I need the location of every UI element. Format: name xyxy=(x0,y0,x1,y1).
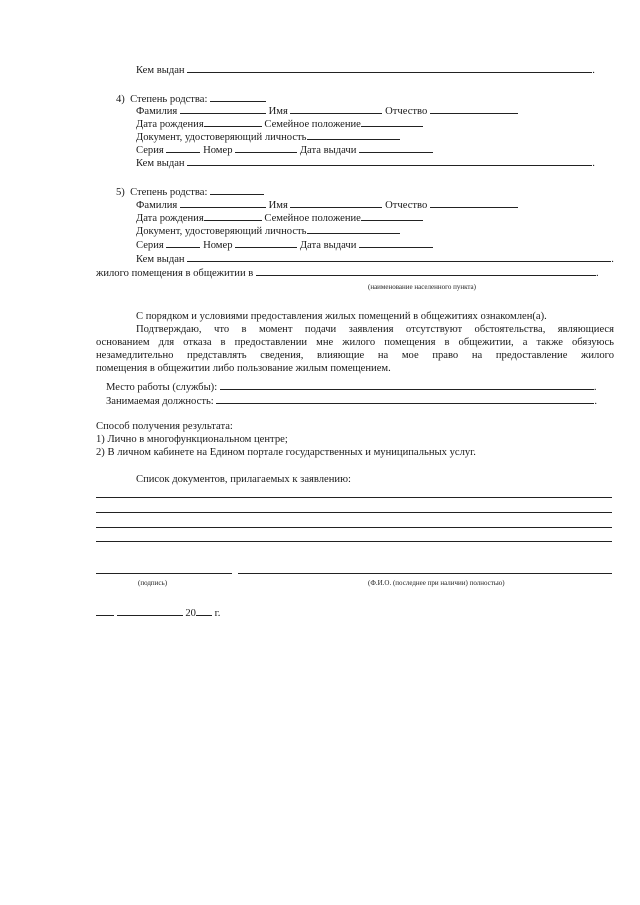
patronymic-field[interactable] xyxy=(430,104,518,114)
relative-series-row: Серия Номер Дата выдачи xyxy=(136,143,433,157)
confirm-line-1: Подтверждаю, что в момент подачи заявления отсутствуют обстоятельства, являющиеся xyxy=(136,324,614,335)
surname-field[interactable] xyxy=(180,104,266,114)
acquainted-text: С порядком и условиями предоставления жилых помещений в общежитиях ознакомлен(а). xyxy=(136,311,547,322)
degree-field[interactable] xyxy=(210,92,266,102)
receipt-option-2[interactable]: 2) В личном кабинете на Едином портале государственных и муниципальных услуг. xyxy=(96,447,476,458)
receipt-method-label: Способ получения результата: xyxy=(96,421,233,432)
issued-by-row-top: Кем выдан . xyxy=(136,65,595,76)
confirm-line-3: незамедлительно представлять сведения, влияющие на мое право на предоставление жилого xyxy=(96,350,614,361)
receipt-option-1[interactable]: 1) Лично в многофункциональном центре; xyxy=(96,434,288,445)
marital-status-field[interactable] xyxy=(361,211,423,221)
marital-status-field[interactable] xyxy=(361,117,423,127)
settlement-field[interactable] xyxy=(256,266,596,276)
date-month-field[interactable] xyxy=(117,606,183,616)
surname-field[interactable] xyxy=(180,198,266,208)
relative-birth-row: Дата рождения Семейное положение xyxy=(136,211,423,225)
position-field[interactable] xyxy=(216,394,594,404)
relative-birth-row: Дата рождения Семейное положение xyxy=(136,117,423,131)
relative-degree-row: 5) Степень родства: xyxy=(116,185,264,199)
relative-issued-by-row: Кем выдан . xyxy=(136,158,595,169)
signature-line[interactable] xyxy=(96,573,232,574)
relative-id-row: Документ, удостоверяющий личность xyxy=(136,224,400,238)
birth-date-field[interactable] xyxy=(204,117,262,127)
relative-id-row: Документ, удостоверяющий личность xyxy=(136,130,400,144)
documents-list-label: Список документов, прилагаемых к заявлению: xyxy=(136,474,351,485)
confirm-line-2: основанием для отказа в предоставлении мне жилого помещения в общежитии, а также обязуюсь xyxy=(96,337,614,348)
documents-list-line[interactable] xyxy=(96,527,612,528)
id-document-field[interactable] xyxy=(307,130,400,140)
series-field[interactable] xyxy=(166,238,200,248)
date-year-field[interactable] xyxy=(196,606,212,616)
number-field[interactable] xyxy=(235,238,297,248)
date-row: 20 г. xyxy=(96,606,220,620)
degree-field[interactable] xyxy=(210,185,264,195)
id-document-field[interactable] xyxy=(307,224,400,234)
workplace-field[interactable] xyxy=(220,380,594,390)
patronymic-field[interactable] xyxy=(430,198,518,208)
housing-row: жилого помещения в общежитии в . xyxy=(96,268,599,279)
issued-by-field[interactable] xyxy=(187,252,611,262)
relative-degree-row: 4) Степень родства: xyxy=(116,92,266,106)
issued-by-field[interactable] xyxy=(187,63,592,73)
name-field[interactable] xyxy=(290,198,382,208)
issued-by-field[interactable] xyxy=(187,156,592,166)
relative-issued-by-row: Кем выдан . xyxy=(136,254,614,265)
documents-list-line[interactable] xyxy=(96,541,612,542)
workplace-row: Место работы (службы): . xyxy=(106,382,597,393)
full-name-line[interactable] xyxy=(238,573,612,574)
settlement-caption: (наименование населенного пункта) xyxy=(368,283,476,291)
relative-name-row: Фамилия Имя Отчество xyxy=(136,104,518,118)
issue-date-field[interactable] xyxy=(359,238,433,248)
relative-series-row: Серия Номер Дата выдачи xyxy=(136,238,433,252)
issue-date-field[interactable] xyxy=(359,143,433,153)
signature-caption: (подпись) xyxy=(138,579,168,587)
birth-date-field[interactable] xyxy=(204,211,262,221)
full-name-caption: (Ф.И.О. (последнее при наличии) полностью) xyxy=(368,579,505,587)
documents-list-line[interactable] xyxy=(96,512,612,513)
confirm-line-4: помещения в общежитии либо пользование жилым помещением. xyxy=(96,363,391,374)
series-field[interactable] xyxy=(166,143,200,153)
documents-list-line[interactable] xyxy=(96,497,612,498)
name-field[interactable] xyxy=(290,104,382,114)
number-field[interactable] xyxy=(235,143,297,153)
position-row: Занимаемая должность: . xyxy=(106,396,598,407)
date-day-field[interactable] xyxy=(96,606,114,616)
relative-name-row: Фамилия Имя Отчество xyxy=(136,198,518,212)
